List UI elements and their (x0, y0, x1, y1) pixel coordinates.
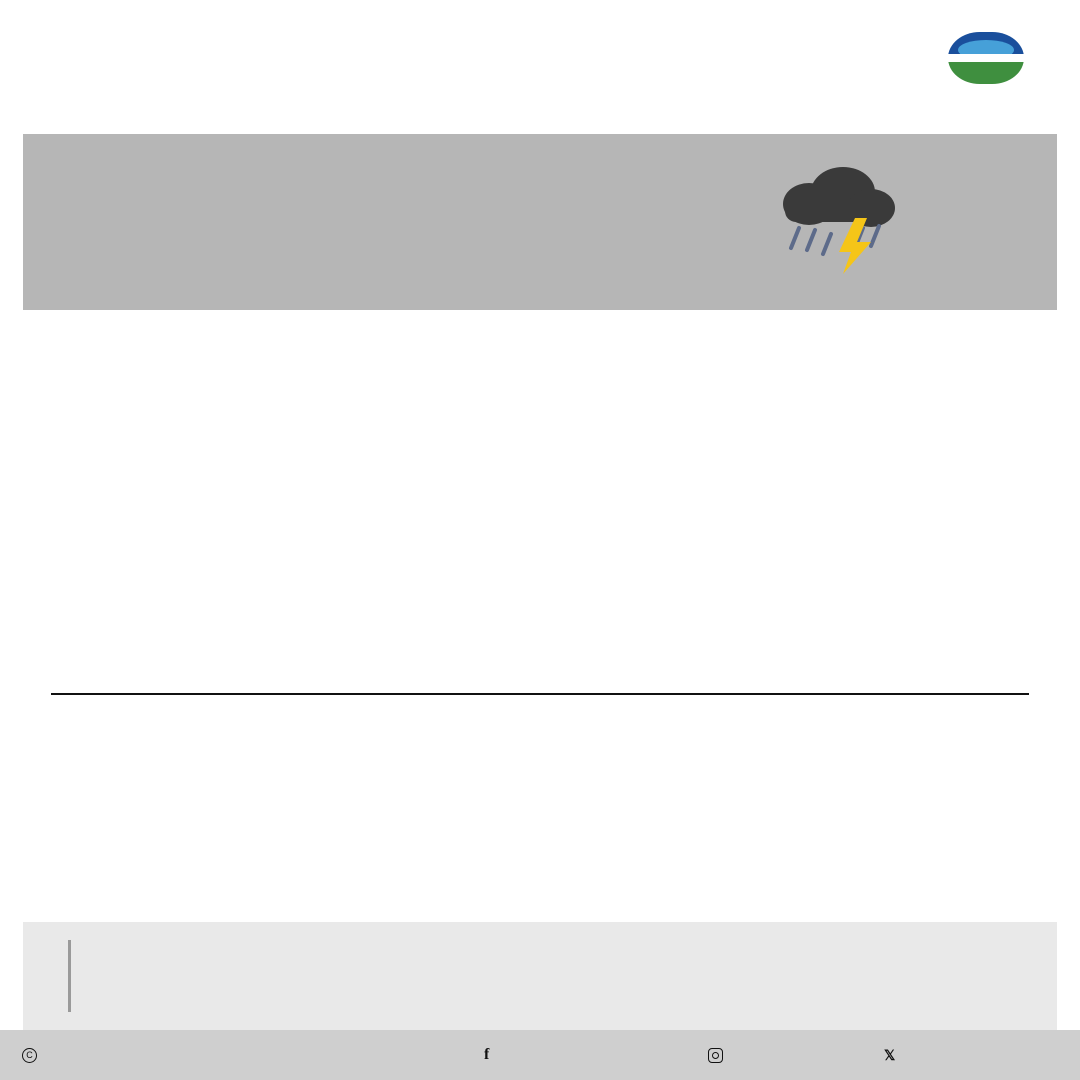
x-icon: 𝕏 (884, 1046, 896, 1063)
footer-facebook[interactable] (484, 1046, 496, 1064)
hourly-forecast-strip (48, 340, 1032, 455)
instagram-icon (708, 1048, 723, 1063)
daily-forecast-table (51, 693, 1029, 695)
footer-instagram[interactable] (708, 1048, 730, 1063)
footer-x[interactable] (884, 1047, 902, 1064)
logo-band (948, 54, 1024, 62)
copyright-icon: C (22, 1048, 37, 1063)
temperature-chart (48, 455, 1032, 590)
hourly-wind-strip (48, 595, 1032, 655)
publication-notes (23, 922, 1057, 1030)
page-header (0, 0, 1080, 120)
logo-circle (948, 32, 1024, 84)
note-divider (68, 940, 71, 1012)
footer-copyright (22, 1048, 44, 1063)
social-footer (0, 1030, 1080, 1080)
current-weather-panel (23, 134, 1057, 310)
qr-code[interactable] (905, 936, 1009, 1018)
thunderstorm-rain-icon (763, 158, 903, 278)
bmkg-logo (940, 32, 1032, 104)
logo-green (948, 62, 1024, 84)
facebook-icon: f (484, 1046, 490, 1063)
